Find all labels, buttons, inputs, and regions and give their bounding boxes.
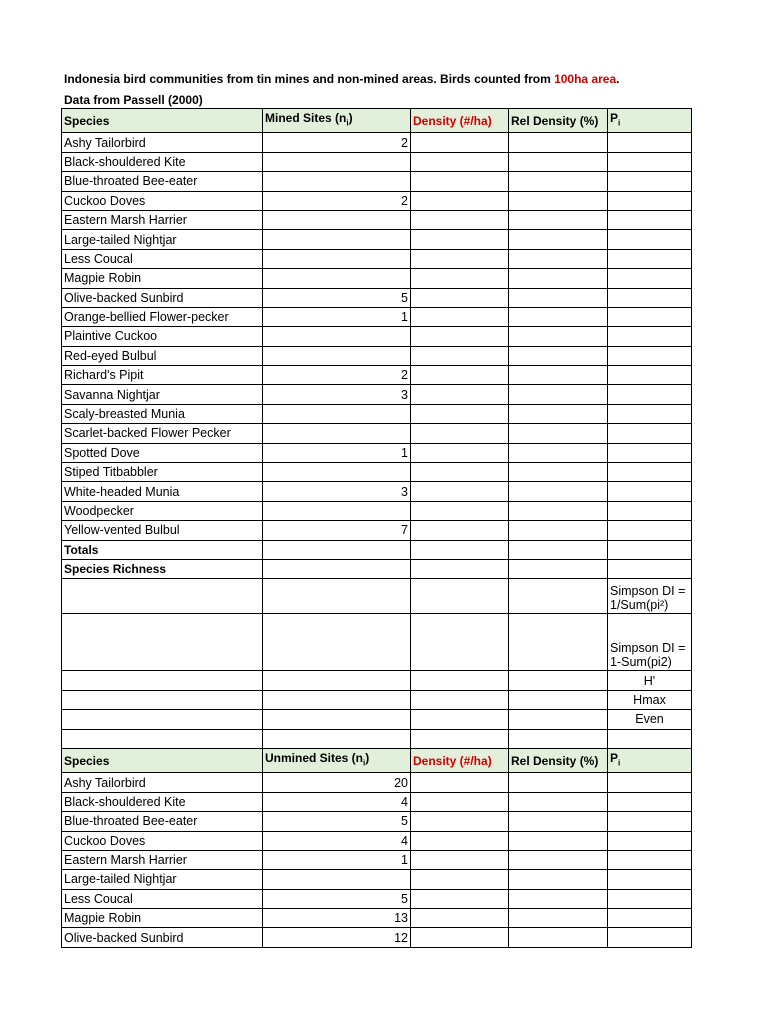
cell[interactable] — [608, 559, 692, 578]
density-cell[interactable] — [411, 346, 509, 365]
density-cell[interactable] — [411, 443, 509, 462]
density-header[interactable]: Density (#/ha) — [411, 109, 509, 133]
density-cell[interactable] — [411, 850, 509, 869]
count-cell[interactable]: 1 — [263, 443, 411, 462]
density-cell[interactable] — [411, 870, 509, 889]
density-cell[interactable] — [411, 249, 509, 268]
count-cell[interactable]: 5 — [263, 889, 411, 908]
species-cell[interactable]: Plaintive Cuckoo — [62, 327, 263, 346]
density-cell[interactable] — [411, 831, 509, 850]
pi-cell[interactable] — [608, 501, 692, 520]
pi-cell[interactable] — [608, 385, 692, 404]
density-cell[interactable] — [411, 133, 509, 152]
table-row — [62, 269, 692, 288]
density-cell[interactable] — [411, 501, 509, 520]
species-cell[interactable]: Stiped Titbabbler — [62, 463, 263, 482]
cell[interactable] — [608, 540, 692, 559]
pi-cell[interactable] — [608, 269, 692, 288]
pi-header-sub: i — [618, 118, 621, 128]
cell[interactable] — [62, 614, 263, 671]
bird-table — [61, 108, 692, 948]
species-cell[interactable]: Less Coucal — [62, 249, 263, 268]
unmined-header-row — [62, 748, 692, 772]
rel-density-cell[interactable] — [509, 928, 608, 947]
count-cell[interactable] — [263, 152, 411, 171]
h-label[interactable]: H' — [608, 671, 692, 690]
density-cell[interactable] — [411, 404, 509, 423]
pi-cell[interactable] — [608, 210, 692, 229]
species-cell[interactable]: Cuckoo Doves — [62, 831, 263, 850]
count-cell[interactable]: 5 — [263, 288, 411, 307]
pi-cell[interactable] — [608, 443, 692, 462]
blank-row — [62, 729, 692, 748]
table-row — [62, 152, 692, 171]
count-cell[interactable] — [263, 346, 411, 365]
cell[interactable] — [263, 671, 411, 690]
count-cell[interactable]: 3 — [263, 482, 411, 501]
unmined-sites-header-close: ) — [365, 750, 370, 765]
simpson-reciprocal-line1: Simpson DI = — [610, 584, 686, 599]
pi-cell[interactable] — [608, 172, 692, 191]
density-cell[interactable] — [411, 210, 509, 229]
rel-density-cell[interactable] — [509, 773, 608, 792]
table-row — [62, 191, 692, 210]
simpson-complement-row — [62, 614, 692, 671]
species-cell[interactable]: Black-shouldered Kite — [62, 152, 263, 171]
simpson-complement-label[interactable] — [608, 614, 692, 671]
density-cell[interactable] — [411, 172, 509, 191]
species-cell[interactable]: Orange-bellied Flower-pecker — [62, 307, 263, 326]
species-header[interactable]: Species — [62, 748, 263, 772]
density-cell[interactable] — [411, 424, 509, 443]
species-cell[interactable]: Black-shouldered Kite — [62, 792, 263, 811]
simpson-complement-line1: Simpson DI = — [610, 641, 686, 656]
rel-density-header[interactable]: Rel Density (%) — [509, 109, 608, 133]
table-row — [62, 230, 692, 249]
species-cell[interactable]: Spotted Dove — [62, 443, 263, 462]
pi-cell[interactable] — [608, 346, 692, 365]
count-cell[interactable]: 1 — [263, 307, 411, 326]
pi-header[interactable] — [608, 748, 692, 772]
pi-cell[interactable] — [608, 230, 692, 249]
mined-header-row — [62, 109, 692, 133]
rel-density-cell[interactable] — [509, 521, 608, 540]
rel-density-cell[interactable] — [509, 463, 608, 482]
table-row — [62, 909, 692, 928]
table-row — [62, 346, 692, 365]
table-row — [62, 210, 692, 229]
cell[interactable] — [411, 690, 509, 709]
count-cell[interactable]: 7 — [263, 521, 411, 540]
simpson-reciprocal-line2: 1/Sum(pi²) — [610, 598, 669, 613]
cell[interactable] — [411, 540, 509, 559]
pi-cell[interactable] — [608, 152, 692, 171]
rel-density-cell[interactable] — [509, 501, 608, 520]
pi-header-text: P — [610, 111, 619, 125]
even-row — [62, 710, 692, 729]
rel-density-cell[interactable] — [509, 812, 608, 831]
table-row — [62, 463, 692, 482]
table-row — [62, 366, 692, 385]
species-cell[interactable]: Olive-backed Sunbird — [62, 928, 263, 947]
table-row — [62, 443, 692, 462]
rel-density-cell[interactable] — [509, 307, 608, 326]
pi-cell[interactable] — [608, 928, 692, 947]
density-cell[interactable] — [411, 269, 509, 288]
pi-cell[interactable] — [608, 521, 692, 540]
cell[interactable] — [608, 729, 692, 748]
pi-cell[interactable] — [608, 773, 692, 792]
pi-cell[interactable] — [608, 889, 692, 908]
cell[interactable] — [263, 559, 411, 578]
mined-sites-header-sub: i — [346, 118, 349, 128]
pi-cell[interactable] — [608, 463, 692, 482]
count-cell[interactable] — [263, 404, 411, 423]
density-cell[interactable] — [411, 307, 509, 326]
table-row — [62, 773, 692, 792]
density-cell[interactable] — [411, 152, 509, 171]
species-cell[interactable]: Eastern Marsh Harrier — [62, 850, 263, 869]
pi-cell[interactable] — [608, 850, 692, 869]
density-cell[interactable] — [411, 482, 509, 501]
rel-density-cell[interactable] — [509, 269, 608, 288]
cell[interactable] — [509, 671, 608, 690]
species-cell[interactable]: Ashy Tailorbird — [62, 773, 263, 792]
count-cell[interactable] — [263, 172, 411, 191]
density-cell[interactable] — [411, 288, 509, 307]
cell[interactable] — [509, 690, 608, 709]
table-row — [62, 850, 692, 869]
mined-sites-header[interactable] — [263, 109, 411, 133]
species-cell[interactable]: Richard's Pipit — [62, 366, 263, 385]
pi-cell[interactable] — [608, 404, 692, 423]
table-row — [62, 327, 692, 346]
count-cell[interactable]: 12 — [263, 928, 411, 947]
cell[interactable] — [509, 559, 608, 578]
rel-density-cell[interactable] — [509, 850, 608, 869]
table-row — [62, 307, 692, 326]
pi-cell[interactable] — [608, 812, 692, 831]
table-row — [62, 792, 692, 811]
cell[interactable] — [411, 614, 509, 671]
table-row — [62, 385, 692, 404]
cell[interactable] — [62, 671, 263, 690]
cell[interactable] — [263, 710, 411, 729]
species-cell[interactable]: Ashy Tailorbird — [62, 133, 263, 152]
cell[interactable] — [411, 729, 509, 748]
simpson-reciprocal-row — [62, 579, 692, 614]
table-row — [62, 172, 692, 191]
species-cell[interactable]: Large-tailed Nightjar — [62, 230, 263, 249]
totals-row — [62, 540, 692, 559]
totals-label[interactable]: Totals — [62, 540, 263, 559]
cell[interactable] — [62, 579, 263, 614]
density-cell[interactable] — [411, 521, 509, 540]
count-cell[interactable] — [263, 424, 411, 443]
pi-cell[interactable] — [608, 307, 692, 326]
count-cell[interactable] — [263, 230, 411, 249]
unmined-sites-header[interactable] — [263, 748, 411, 772]
rel-density-cell[interactable] — [509, 404, 608, 423]
species-cell[interactable]: Yellow-vented Bulbul — [62, 521, 263, 540]
pi-cell[interactable] — [608, 831, 692, 850]
sheet-title — [64, 72, 619, 86]
table-row — [62, 501, 692, 520]
count-cell[interactable]: 2 — [263, 133, 411, 152]
cell[interactable] — [263, 690, 411, 709]
cell[interactable] — [411, 710, 509, 729]
count-cell[interactable]: 2 — [263, 191, 411, 210]
table-row — [62, 521, 692, 540]
count-cell[interactable] — [263, 269, 411, 288]
simpson-reciprocal-label[interactable] — [608, 579, 692, 614]
rel-density-cell[interactable] — [509, 327, 608, 346]
count-cell[interactable] — [263, 870, 411, 889]
density-cell[interactable] — [411, 385, 509, 404]
species-cell[interactable]: Blue-throated Bee-eater — [62, 812, 263, 831]
rel-density-cell[interactable] — [509, 230, 608, 249]
table-row — [62, 249, 692, 268]
cell[interactable] — [62, 729, 263, 748]
table-row — [62, 928, 692, 947]
table-row — [62, 424, 692, 443]
species-cell[interactable]: Scaly-breasted Munia — [62, 404, 263, 423]
hmax-label[interactable]: Hmax — [608, 690, 692, 709]
pi-cell[interactable] — [608, 133, 692, 152]
pi-cell[interactable] — [608, 249, 692, 268]
rel-density-cell[interactable] — [509, 424, 608, 443]
species-cell[interactable]: Eastern Marsh Harrier — [62, 210, 263, 229]
mined-sites-header-text: Mined Sites (n — [265, 111, 347, 125]
cell[interactable] — [62, 690, 263, 709]
cell[interactable] — [263, 729, 411, 748]
rel-density-cell[interactable] — [509, 191, 608, 210]
pi-cell[interactable] — [608, 870, 692, 889]
rel-density-cell[interactable] — [509, 346, 608, 365]
count-cell[interactable]: 13 — [263, 909, 411, 928]
density-cell[interactable] — [411, 366, 509, 385]
table-row — [62, 482, 692, 501]
unmined-sites-header-sub: i — [363, 758, 366, 768]
cell[interactable] — [509, 710, 608, 729]
h-row — [62, 671, 692, 690]
species-cell[interactable]: Woodpecker — [62, 501, 263, 520]
count-cell[interactable] — [263, 327, 411, 346]
title-period: . — [616, 72, 620, 86]
count-cell[interactable]: 1 — [263, 850, 411, 869]
species-cell[interactable]: Red-eyed Bulbul — [62, 346, 263, 365]
pi-cell[interactable] — [608, 909, 692, 928]
rel-density-cell[interactable] — [509, 152, 608, 171]
cell[interactable] — [411, 671, 509, 690]
species-cell[interactable]: Magpie Robin — [62, 909, 263, 928]
count-cell[interactable]: 5 — [263, 812, 411, 831]
density-header[interactable]: Density (#/ha) — [411, 748, 509, 772]
table-row — [62, 870, 692, 889]
pi-cell[interactable] — [608, 424, 692, 443]
cell[interactable] — [509, 729, 608, 748]
density-cell[interactable] — [411, 928, 509, 947]
data-source: Data from Passell (2000) — [64, 93, 203, 107]
even-label[interactable]: Even — [608, 710, 692, 729]
density-cell[interactable] — [411, 792, 509, 811]
species-cell[interactable]: Scarlet-backed Flower Pecker — [62, 424, 263, 443]
pi-cell[interactable] — [608, 327, 692, 346]
unmined-sites-header-text: Unmined Sites (n — [265, 750, 364, 765]
rel-density-cell[interactable] — [509, 288, 608, 307]
count-cell[interactable]: 2 — [263, 366, 411, 385]
cell[interactable] — [411, 579, 509, 614]
count-cell[interactable]: 20 — [263, 773, 411, 792]
hmax-row — [62, 690, 692, 709]
cell[interactable] — [509, 540, 608, 559]
rel-density-cell[interactable] — [509, 831, 608, 850]
rel-density-cell[interactable] — [509, 249, 608, 268]
rel-density-cell[interactable] — [509, 909, 608, 928]
cell[interactable] — [62, 710, 263, 729]
title-area-highlight: 100ha area — [554, 72, 617, 86]
table-row — [62, 133, 692, 152]
species-cell[interactable]: Savanna Nightjar — [62, 385, 263, 404]
species-cell[interactable]: White-headed Munia — [62, 482, 263, 501]
pi-cell[interactable] — [608, 288, 692, 307]
rel-density-cell[interactable] — [509, 870, 608, 889]
density-cell[interactable] — [411, 909, 509, 928]
density-cell[interactable] — [411, 327, 509, 346]
table-row — [62, 404, 692, 423]
rel-density-cell[interactable] — [509, 443, 608, 462]
simpson-complement-line2: 1-Sum(pi2) — [610, 655, 672, 670]
rel-density-cell[interactable] — [509, 133, 608, 152]
pi-cell[interactable] — [608, 366, 692, 385]
pi-header-sub: i — [618, 758, 621, 768]
rel-density-cell[interactable] — [509, 482, 608, 501]
species-richness-label[interactable]: Species Richness — [62, 559, 263, 578]
table-row — [62, 812, 692, 831]
density-cell[interactable] — [411, 230, 509, 249]
count-cell[interactable] — [263, 501, 411, 520]
rel-density-cell[interactable] — [509, 210, 608, 229]
species-header[interactable]: Species — [62, 109, 263, 133]
rel-density-cell[interactable] — [509, 172, 608, 191]
rel-density-cell[interactable] — [509, 385, 608, 404]
table-row — [62, 889, 692, 908]
mined-sites-header-close: ) — [348, 111, 353, 125]
table-row — [62, 288, 692, 307]
rel-density-header[interactable]: Rel Density (%) — [509, 748, 608, 772]
cell[interactable] — [509, 614, 608, 671]
density-cell[interactable] — [411, 773, 509, 792]
density-cell[interactable] — [411, 812, 509, 831]
count-cell[interactable]: 3 — [263, 385, 411, 404]
species-cell[interactable]: Blue-throated Bee-eater — [62, 172, 263, 191]
title-text: Indonesia bird communities from tin mines and non-mined areas. Birds counted from — [64, 72, 555, 86]
pi-cell[interactable] — [608, 792, 692, 811]
pi-header-text: P — [610, 750, 619, 765]
species-cell[interactable]: Less Coucal — [62, 889, 263, 908]
count-cell[interactable] — [263, 249, 411, 268]
pi-cell[interactable] — [608, 191, 692, 210]
pi-cell[interactable] — [608, 482, 692, 501]
count-cell[interactable] — [263, 210, 411, 229]
species-cell[interactable]: Magpie Robin — [62, 269, 263, 288]
cell[interactable] — [263, 614, 411, 671]
table-row — [62, 831, 692, 850]
count-cell[interactable]: 4 — [263, 831, 411, 850]
species-cell[interactable]: Olive-backed Sunbird — [62, 288, 263, 307]
rel-density-cell[interactable] — [509, 366, 608, 385]
cell[interactable] — [263, 579, 411, 614]
species-richness-row — [62, 559, 692, 578]
pi-header[interactable] — [608, 109, 692, 133]
density-cell[interactable] — [411, 463, 509, 482]
cell[interactable] — [411, 559, 509, 578]
count-cell[interactable] — [263, 463, 411, 482]
cell[interactable] — [263, 540, 411, 559]
species-cell[interactable]: Cuckoo Doves — [62, 191, 263, 210]
count-cell[interactable]: 4 — [263, 792, 411, 811]
cell[interactable] — [509, 579, 608, 614]
rel-density-cell[interactable] — [509, 792, 608, 811]
density-cell[interactable] — [411, 191, 509, 210]
rel-density-cell[interactable] — [509, 889, 608, 908]
species-cell[interactable]: Large-tailed Nightjar — [62, 870, 263, 889]
density-cell[interactable] — [411, 889, 509, 908]
